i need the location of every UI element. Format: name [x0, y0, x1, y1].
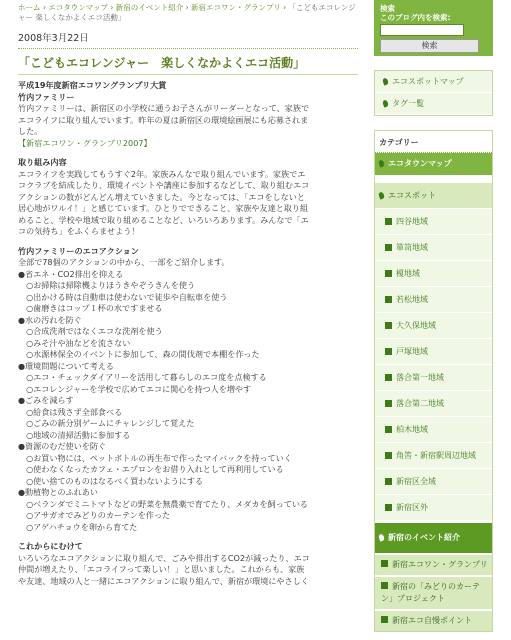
body-line: ○水源林保全のイベントに参加して、森の間伐剤で本棚を作った	[18, 349, 260, 359]
entry-body	[18, 80, 358, 587]
section-heading: 竹内ファミリー	[18, 91, 75, 102]
section-heading: 竹内ファミリーのエコアクション	[18, 245, 139, 256]
square-bullet-icon	[385, 218, 392, 225]
subcategory-item[interactable]	[375, 416, 492, 442]
subcategory-item[interactable]	[375, 338, 492, 364]
body-line: ●環境問題について考える	[18, 360, 114, 371]
subcategory-label: 四谷地域	[396, 217, 428, 226]
search-button[interactable]: 検索	[380, 39, 479, 53]
square-bullet-icon	[385, 478, 392, 485]
subcategory-label: 新宿区全域	[396, 477, 436, 486]
category-heading: カテゴリー	[375, 131, 492, 153]
subcategory-label: 落合第一地域	[396, 373, 444, 382]
leaf-icon	[378, 159, 385, 167]
subcategory-label: 榎地域	[396, 269, 420, 278]
body-line: ○アサガオでみどりのカーテンを作った	[18, 510, 171, 520]
subcategory-item[interactable]	[375, 208, 492, 234]
body-line: ○ベランダでミニトマトなどの野菜を無農薬で育てたり、メダカを飼っている	[18, 498, 309, 509]
subcategory-list	[375, 208, 492, 520]
subcategory-label: 角筈・新宿駅周辺地域	[396, 451, 476, 460]
event-subcategory-item[interactable]	[375, 575, 492, 609]
category-label: エコタウンマップ	[388, 159, 452, 168]
body-line: アクションの数がどんどん増えていきました。今となっては、「エコをしないと	[18, 191, 305, 202]
main-content	[18, 0, 358, 640]
body-line: や友達、地域の人と一緒にエコアクションに取り組んで、新宿が環境にやさしく	[18, 575, 309, 586]
body-line: コクラブを結成したり、環境イベントや講座に参加するなどして、取り組むエコ	[18, 180, 310, 190]
body-line: ●ごみを減らす	[18, 395, 74, 405]
body-line: ○使わなくなったカフェ・エプロンをお借り入れとして再利用している	[18, 464, 284, 474]
body-line: ○出かける時は自動車は使わないで徒歩や自転車を使う	[18, 291, 228, 302]
breadcrumb	[18, 0, 358, 23]
breadcrumb-separator: ›	[107, 3, 116, 12]
spacer	[18, 533, 358, 541]
subcategory-item[interactable]	[375, 260, 492, 286]
subcategory-label: 戸塚地域	[396, 347, 428, 356]
spacer	[18, 238, 358, 246]
category-ecotown-map[interactable]	[375, 153, 492, 175]
search-title: 検索	[380, 4, 395, 13]
category-label: エコスポット	[388, 191, 436, 200]
body-line: いろいろなエコアクションに取り組んで、ごみや排出するCO2が減ったり、エコ	[18, 552, 310, 563]
divider	[18, 74, 358, 75]
square-bullet-icon	[385, 270, 392, 277]
event-subcategory-list	[375, 553, 492, 631]
breadcrumb-ecotown-link[interactable]: エコタウンマップ	[48, 3, 108, 12]
event-subcategory-item[interactable]	[375, 609, 492, 631]
square-bullet-icon	[385, 348, 392, 355]
breadcrumb-grandprix-link[interactable]: 新宿エコワン・グランプリ	[191, 3, 281, 12]
square-bullet-icon	[385, 374, 392, 381]
category-box	[374, 130, 493, 632]
leaf-icon	[378, 533, 385, 541]
body-line: した。	[18, 126, 43, 136]
body-line: 竹内ファミリーは、新宿区の小学校に通うお子さんがリーダーとなって、家族で	[18, 103, 310, 113]
menu-box	[374, 70, 493, 116]
event-subcategory-label: 新宿の「みどりのカーテン」プロジェクト	[381, 582, 480, 603]
subcategory-label: 新宿区外	[396, 503, 428, 512]
spacer	[18, 149, 358, 157]
section-heading: 平成19年度新宿エコワングランプリ大賞	[18, 80, 167, 90]
breadcrumb-home-link[interactable]: ホーム	[18, 3, 41, 12]
square-bullet-icon	[381, 560, 388, 567]
body-line: ●動植物とのふれあい	[18, 487, 98, 497]
body-line: 全部で78個のアクションの中から、一部をご紹介します。	[18, 257, 230, 267]
search-box	[374, 0, 493, 56]
leaf-icon	[382, 99, 389, 107]
subcategory-item[interactable]	[375, 390, 492, 416]
menu-item-tags[interactable]	[375, 93, 492, 115]
subcategory-label: 若松地域	[396, 295, 428, 304]
leaf-icon	[378, 191, 385, 199]
square-bullet-icon	[385, 426, 392, 433]
body-line: ●資源のむだ使いを防ぐ	[18, 441, 107, 451]
body-line: エコライフに取り組んでいます。昨年の夏は新宿区の環境絵画展にも応募されま	[18, 114, 309, 125]
search-subtitle: このブログ内を検索:	[380, 13, 451, 22]
square-bullet-icon	[385, 296, 392, 303]
section-heading: 取り組み内容	[18, 157, 67, 167]
square-bullet-icon	[385, 322, 392, 329]
section-heading: これからにむけて	[18, 541, 83, 551]
body-line: めること、学校や地域で取り組めることなど、いろいろあります。みんなで「エ	[18, 214, 309, 225]
body-line: ○ごみの新分別ゲームにチャレンジして覚えた	[18, 418, 195, 428]
event-subcategory-label: 新宿エコ自慢ポイント	[392, 616, 472, 625]
divider	[18, 48, 358, 49]
breadcrumb-separator: ›	[40, 3, 49, 12]
body-line: 仲間が増えたり、「エコライフって楽しい！」と思いました。これからも、家族	[18, 564, 305, 574]
menu-item-ecospot-map[interactable]	[375, 71, 492, 93]
body-line: ○アゲハチョウを卵から育てた	[18, 521, 138, 532]
body-line: ○みそ汁や油などを流さない	[18, 337, 131, 348]
square-bullet-icon	[385, 244, 392, 251]
category-label: 新宿のイベント紹介	[388, 533, 460, 542]
menu-item-label: エコスポットマップ	[392, 77, 464, 86]
category-ecospot[interactable]	[375, 183, 492, 208]
subcategory-label: 大久保地域	[396, 321, 436, 330]
square-bullet-icon	[385, 452, 392, 459]
menu-item-label: タグ一覧	[392, 99, 424, 108]
square-bullet-icon	[385, 504, 392, 511]
breadcrumb-separator: ›	[183, 3, 192, 12]
category-events[interactable]	[375, 523, 492, 553]
body-line: ○お買い物には、ペットボトルの再生布で作ったマイバックを持っていく	[18, 452, 292, 463]
sidebar	[374, 0, 493, 640]
square-bullet-icon	[381, 616, 388, 623]
subcategory-item[interactable]	[375, 312, 492, 338]
body-line: コの気持ち」をふくらませよう！	[18, 226, 140, 236]
body-line: エコライフを実践してもうすぐ2年。家族みんなで取り組んでいます。家族でエ	[18, 168, 306, 179]
subcategory-item[interactable]	[375, 234, 492, 260]
body-line: ○エコレンジャーを学校で広めてエコに関心を持つ人を増やす	[18, 383, 252, 394]
square-bullet-icon	[385, 400, 392, 407]
body-line: ○エコ・チェックダイアリーを活用して暮らしのエコ度を点検する	[18, 372, 267, 382]
square-bullet-icon	[381, 582, 388, 589]
subcategory-item[interactable]	[375, 286, 492, 312]
event-subcategory-item[interactable]	[375, 553, 492, 575]
subcategory-label: 箪笥地域	[396, 243, 428, 252]
subcategory-item[interactable]	[375, 442, 492, 468]
body-line[interactable]: 【新宿エコワン・グランプリ2007】	[18, 137, 152, 148]
subcategory-item[interactable]	[375, 494, 492, 520]
leaf-icon	[382, 77, 389, 85]
subcategory-item[interactable]	[375, 468, 492, 494]
body-line: ○歯磨きはコップ１杯の水ですませる	[18, 303, 163, 313]
body-line: ○使い捨てのものはなるべく買わないようにする	[18, 475, 204, 486]
subcategory-item[interactable]	[375, 364, 492, 390]
body-line: ●水の汚れを防ぐ	[18, 314, 82, 325]
subcategory-label: 落合第二地域	[396, 399, 444, 408]
breadcrumb-events-link[interactable]: 新宿のイベント紹介	[115, 3, 184, 12]
body-line: ●省エネ・CO2排出を抑える	[18, 268, 124, 279]
breadcrumb-current: › 「こどもエコレンジャー 楽しくなかよくエコ活動」	[18, 3, 356, 22]
body-line: ○給食は残さず全部食べる	[18, 406, 123, 417]
entry-date: 2008年3月22日	[18, 33, 89, 44]
body-line: ○合成洗剤ではなくエコな洗剤を使う	[18, 326, 163, 336]
subcategory-label: 柏木地域	[396, 425, 428, 434]
body-line: 居心地がワルイ！」と感じています。ひとりでできること、家族や友達と取り組	[18, 203, 309, 213]
body-line: ○地域の清掃活動に参加する	[18, 429, 131, 440]
entry-title: 「こどもエコレンジャー 楽しくなかよくエコ活動」	[18, 56, 306, 70]
event-subcategory-label: 新宿エコワン・グランプリ	[392, 560, 488, 569]
search-input[interactable]	[380, 24, 464, 36]
body-line: ○お掃除は掃除機よりほうきやぞうきんを使う	[18, 280, 196, 290]
